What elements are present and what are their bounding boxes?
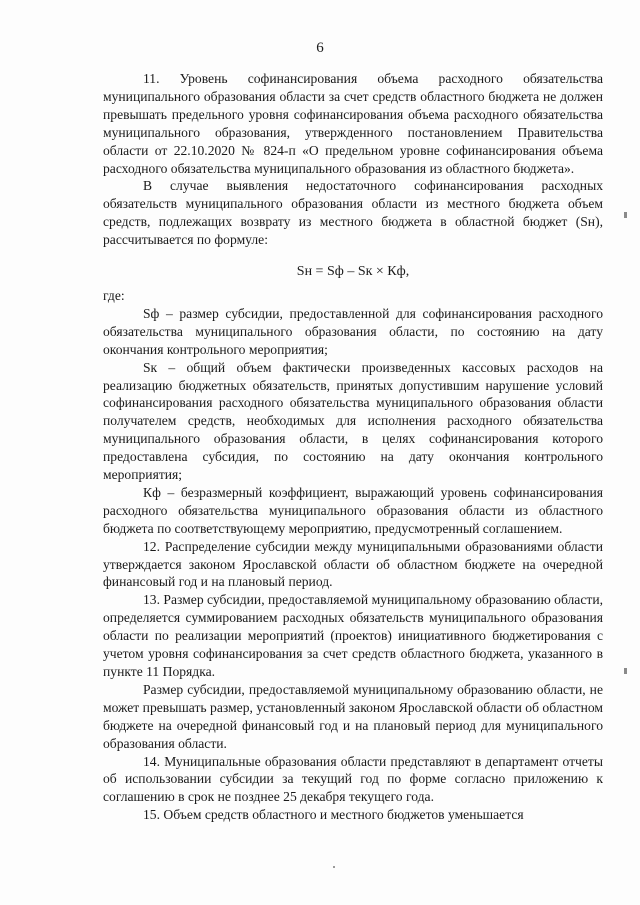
formula: Sн = Sф – Sк × Кф,: [296, 264, 410, 280]
scan-edge-mark: [624, 212, 627, 218]
paragraph-11-continuation: В случае выявления недостаточного софинансирования расходных обязательств муниципального образования области из местного бюджета объем средств, подлежащих возврату из местного бюджета в областной бюджет (Sн), рассчитывается по формуле:: [103, 178, 603, 248]
definition-sk: Sк – общий объем фактически произведенных кассовых расходов на реализацию бюджетных обязательств, принятых допустившим нарушение условий софинансирования расходного обязательства муниципального образования области получателем средств, необходимых для исполнения расходного обязательства муниципального образования области, в целях софинансирования которого предоставлена субсидия, по состоянию на дату окончания контрольного мероприятия;: [103, 359, 603, 483]
paragraph-12: 12. Распределение субсидии между муниципальными образованиями области утверждается законом Ярославской области об областном бюджете на очередной финансовый год и на плановый период.: [103, 538, 603, 590]
page-number: 6: [316, 40, 324, 56]
paragraph-14: 14. Муниципальные образования области представляют в департамент отчеты об использовании субсидии за текущий год по форме согласно приложению к соглашению в срок не позднее 25 декабря текущего года.: [103, 753, 603, 805]
scan-dust-mark: [333, 866, 335, 868]
definition-kf: Кф – безразмерный коэффициент, выражающий уровень софинансирования расходного обязательства муниципального образования области из областного бюджета по соответствующему мероприятию, предусмотренный соглашением.: [103, 484, 603, 536]
paragraph-15: 15. Объем средств областного и местного бюджетов уменьшается: [143, 807, 524, 823]
document-body: [103, 70, 603, 824]
paragraph-13: 13. Размер субсидии, предоставляемой муниципальному образованию области, определяется суммированием расходных обязательств муниципального образования области по реализации мероприятий (проектов) инициативного бюджетирования с учетом уровня софинансирования за счет средств областного бюджета, указанного в пункте 11 Порядка.: [103, 592, 603, 679]
scan-edge-mark: [624, 668, 627, 674]
definition-sf: Sф – размер субсидии, предоставленной для софинансирования расходного обязательства муниципального образования области, по состоянию на дату окончания контрольного мероприятия;: [103, 305, 603, 357]
paragraph-13-continuation: Размер субсидии, предоставляемой муниципальному образованию области, не может превышать размер, установленный законом Ярославской области об областном бюджете на очередной финансовый год и на плановый период для муниципального образования области.: [103, 681, 603, 751]
paragraph-11: 11. Уровень софинансирования объема расходного обязательства муниципального образования области за счет средств областного бюджета не должен превышать предельного уровня софинансирования объема расходного обязательства муниципального образования, утвержденного постановлением Правительства области от 22.10.2020 № 824-п «О предельном уровне софинансирования объема расходного обязательства муниципального образования из областного бюджета».: [103, 71, 603, 176]
formula-where-label: где:: [103, 287, 125, 303]
